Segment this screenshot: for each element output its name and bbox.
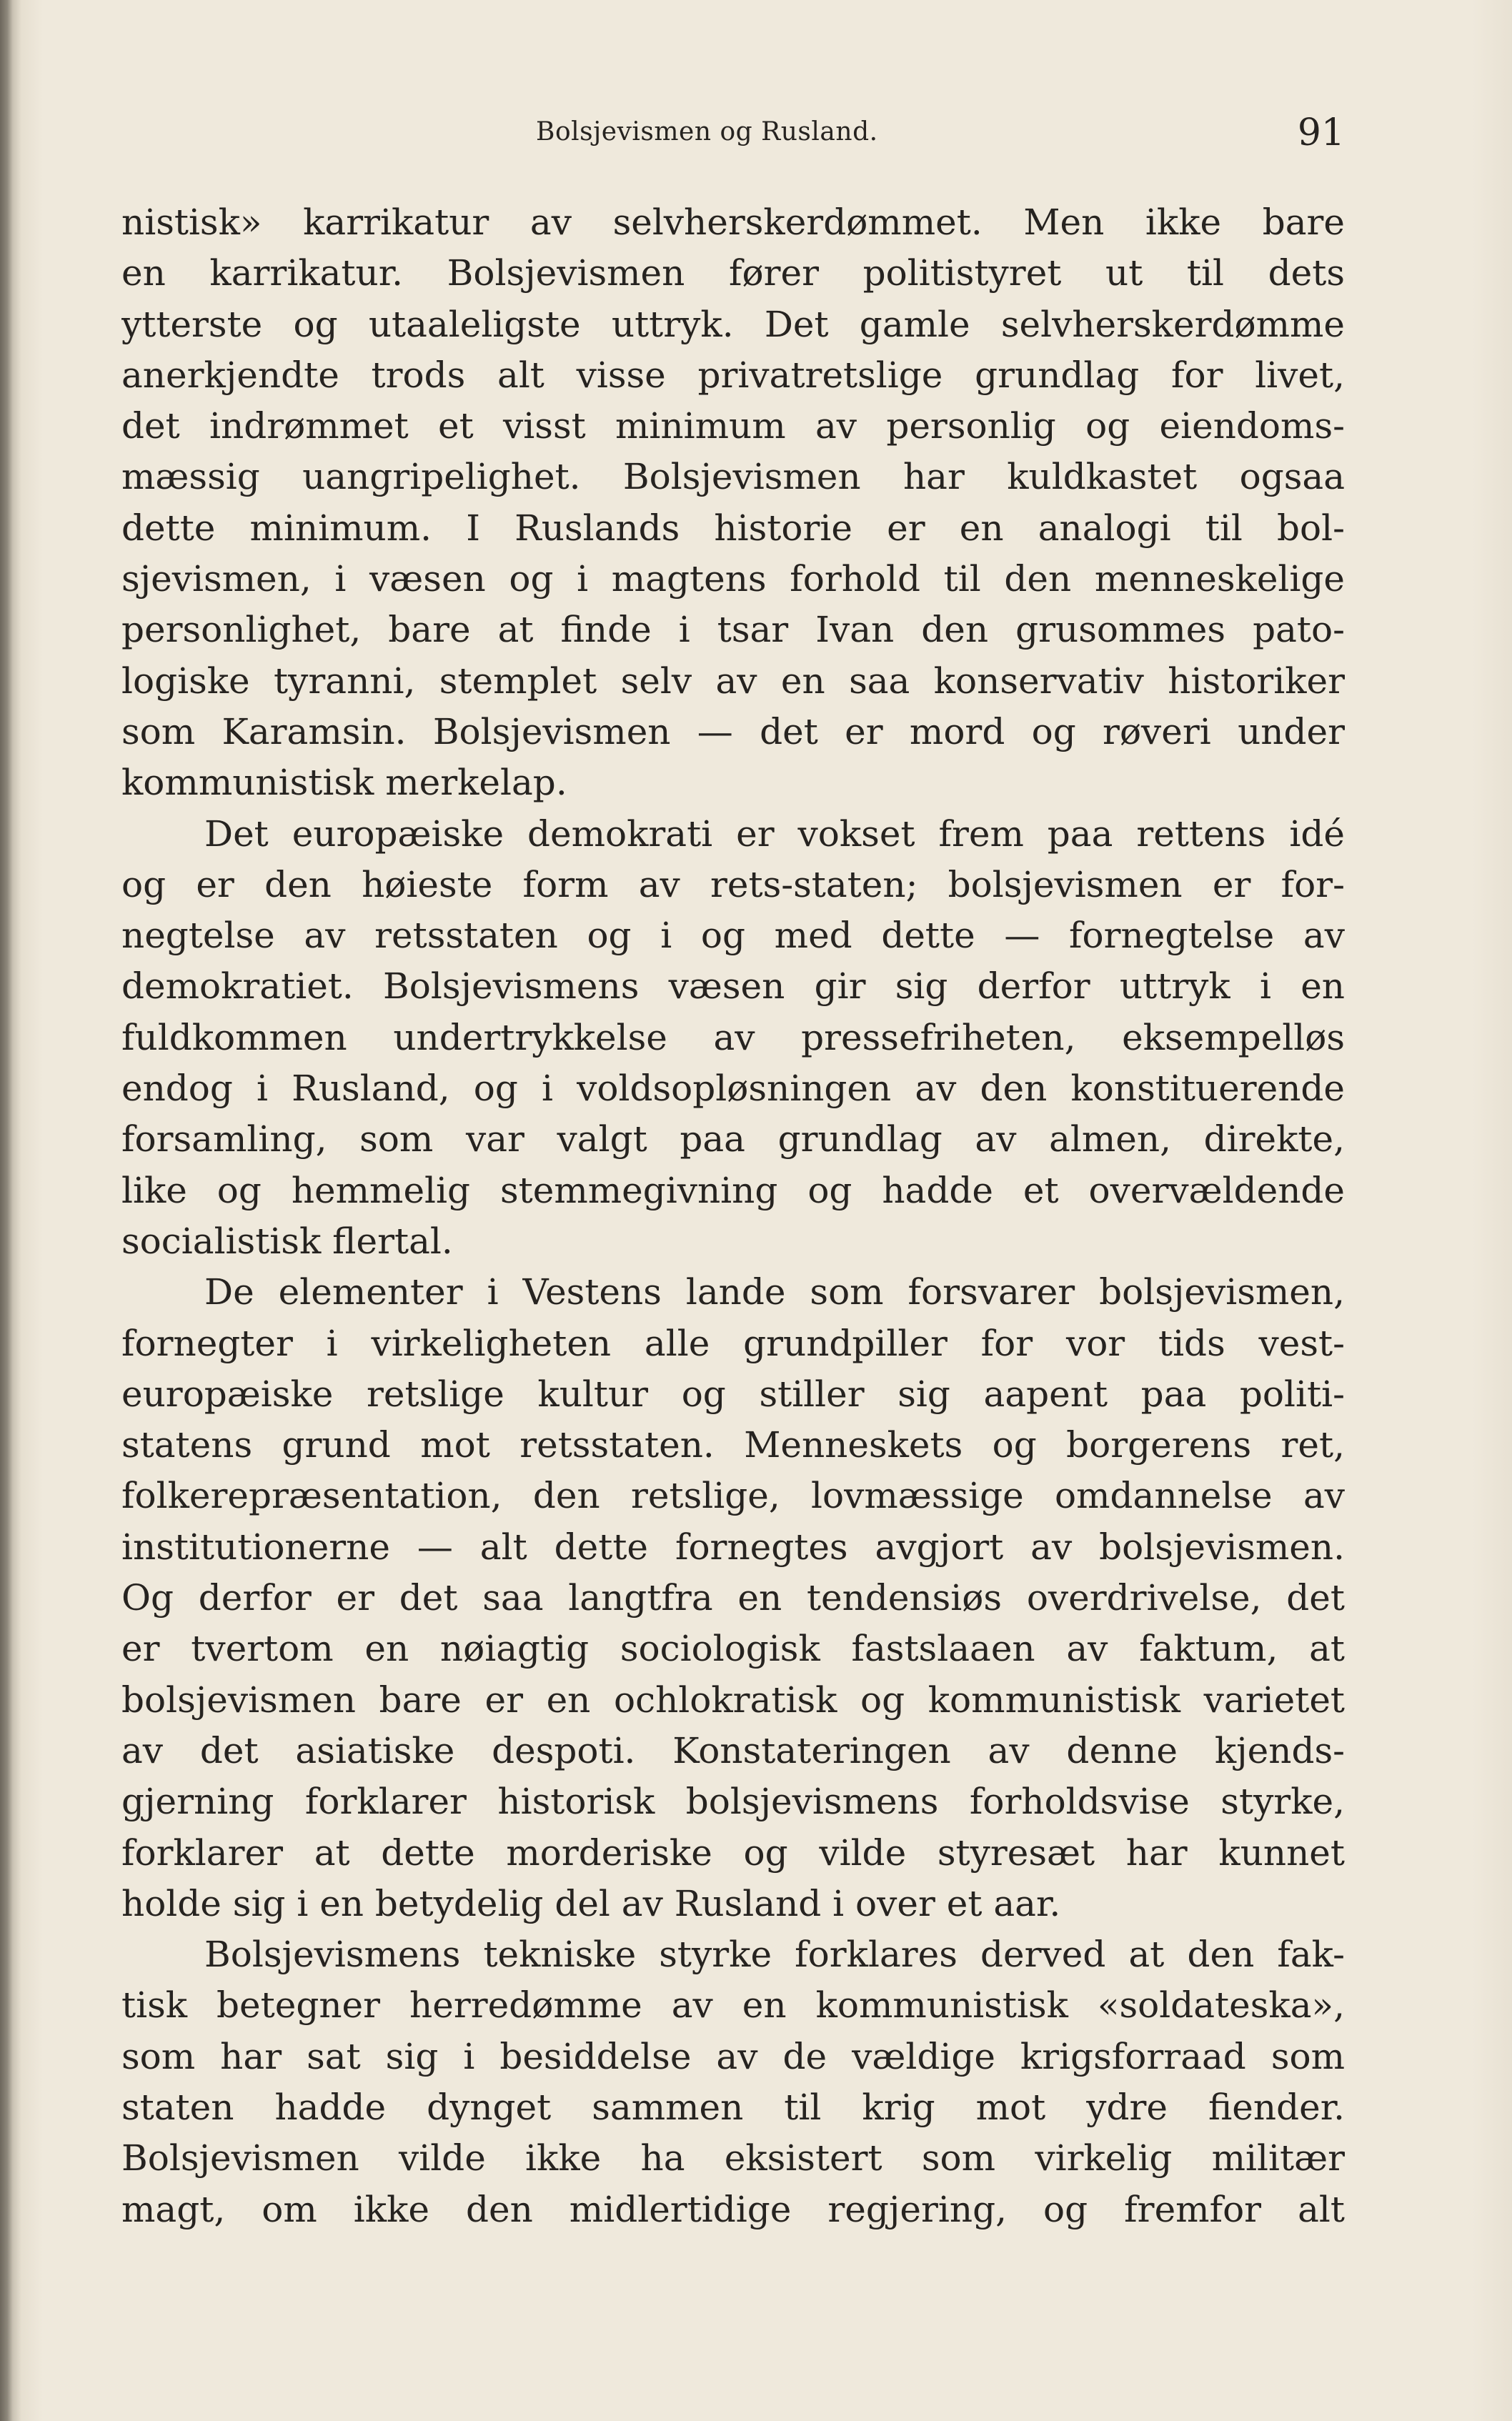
text-line: kommunistisk merkelap. — [121, 762, 567, 804]
text-line: De elementer i Vestens lande som forsvarer bolsjevismen, — [204, 1271, 1345, 1313]
text-line: Og derfor er det saa langtfra en tendensiøs overdrivelse, det — [121, 1577, 1345, 1619]
text-line: Bolsjevismen vilde ikke ha eksistert som virkelig militær — [121, 2137, 1345, 2179]
text-line: statens grund mot retsstaten. Menneskets og borgerens ret, — [121, 1424, 1345, 1466]
text-line: Bolsjevismens tekniske styrke forklares derved at den fak- — [204, 1934, 1345, 1976]
text-line: fornegter i virkeligheten alle grundpiller for vor tids vest- — [121, 1322, 1345, 1364]
text-line: gjerning forklarer historisk bolsjevismens forholdsvise styrke, — [121, 1781, 1345, 1823]
text-line: folkerepræsentation, den retslige, lovmæssige omdannelse av — [121, 1475, 1345, 1517]
text-line: bolsjevismen bare er en ochlokratisk og kommunistisk varietet — [121, 1679, 1345, 1721]
text-line: demokratiet. Bolsjevismens væsen gir sig derfor uttryk i en — [121, 965, 1345, 1008]
text-line: europæiske retslige kultur og stiller sig aapent paa politi- — [121, 1373, 1345, 1415]
page-header — [121, 111, 1345, 157]
text-line: ytterste og utaaleligste uttryk. Det gamle selvherskerdømme — [121, 303, 1345, 345]
text-line: personlighet, bare at finde i tsar Ivan den grusommes pato- — [121, 609, 1345, 651]
text-line: mæssig uangripelighet. Bolsjevismen har kuldkastet ogsaa — [121, 456, 1345, 498]
text-line: negtelse av retsstaten og i og med dette — fornegtelse av — [121, 915, 1345, 957]
text-line: tisk betegner herredømme av en kommunistisk «soldateska», — [121, 1984, 1345, 2027]
running-title: Bolsjevismen og Rusland. — [536, 117, 878, 146]
page-number: 91 — [1297, 111, 1345, 154]
body-text — [121, 197, 1345, 2235]
text-line: anerkjendte trods alt visse privatretslige grundlag for livet, — [121, 354, 1345, 396]
text-line: dette minimum. I Ruslands historie er en analogi til bol- — [121, 507, 1345, 549]
text-line: forsamling, som var valgt paa grundlag av almen, direkte, — [121, 1118, 1345, 1160]
text-line: staten hadde dynget sammen til krig mot ydre fiender. — [121, 2086, 1345, 2128]
text-line: institutionerne — alt dette fornegtes avgjort av bolsjevismen. — [121, 1526, 1345, 1568]
text-line: en karrikatur. Bolsjevismen fører politistyret ut til dets — [121, 252, 1345, 294]
text-line: Det europæiske demokrati er vokset frem paa rettens idé — [204, 812, 1345, 855]
text-line: som Karamsin. Bolsjevismen — det er mord og røveri under — [121, 710, 1345, 752]
text-line: endog i Rusland, og i voldsopløsningen av den konstituerende — [121, 1068, 1345, 1110]
text-line: som har sat sig i besiddelse av de vældige krigsforraad som — [121, 2035, 1345, 2077]
text-line: av det asiatiske despoti. Konstateringen av denne kjends- — [121, 1729, 1345, 1771]
text-line: socialistisk flertal. — [121, 1220, 453, 1262]
text-line: holde sig i en betydelig del av Rusland i over et aar. — [121, 1882, 1061, 1924]
text-line: sjevismen, i væsen og i magtens forhold til den menneskelige — [121, 558, 1345, 600]
text-line: fuldkommen undertrykkelse av pressefriheten, eksempelløs — [121, 1016, 1345, 1058]
text-line: nistisk» karrikatur av selvherskerdømmet. Men ikke bare — [121, 202, 1345, 243]
text-line: magt, om ikke den midlertidige regjering, og fremfor alt — [121, 2188, 1345, 2230]
text-line: det indrømmet et visst minimum av personlig og eiendoms- — [121, 405, 1345, 447]
text-line: er tvertom en nøiagtig sociologisk fastslaaen av faktum, at — [121, 1628, 1345, 1670]
text-line: forklarer at dette morderiske og vilde styresæt har kunnet — [121, 1831, 1345, 1874]
text-line: og er den høieste form av rets-staten; bolsjevismen er for- — [121, 863, 1345, 905]
text-line: like og hemmelig stemmegivning og hadde et overvældende — [121, 1169, 1345, 1211]
text-line: logiske tyranni, stemplet selv av en saa konservativ historiker — [121, 660, 1345, 702]
